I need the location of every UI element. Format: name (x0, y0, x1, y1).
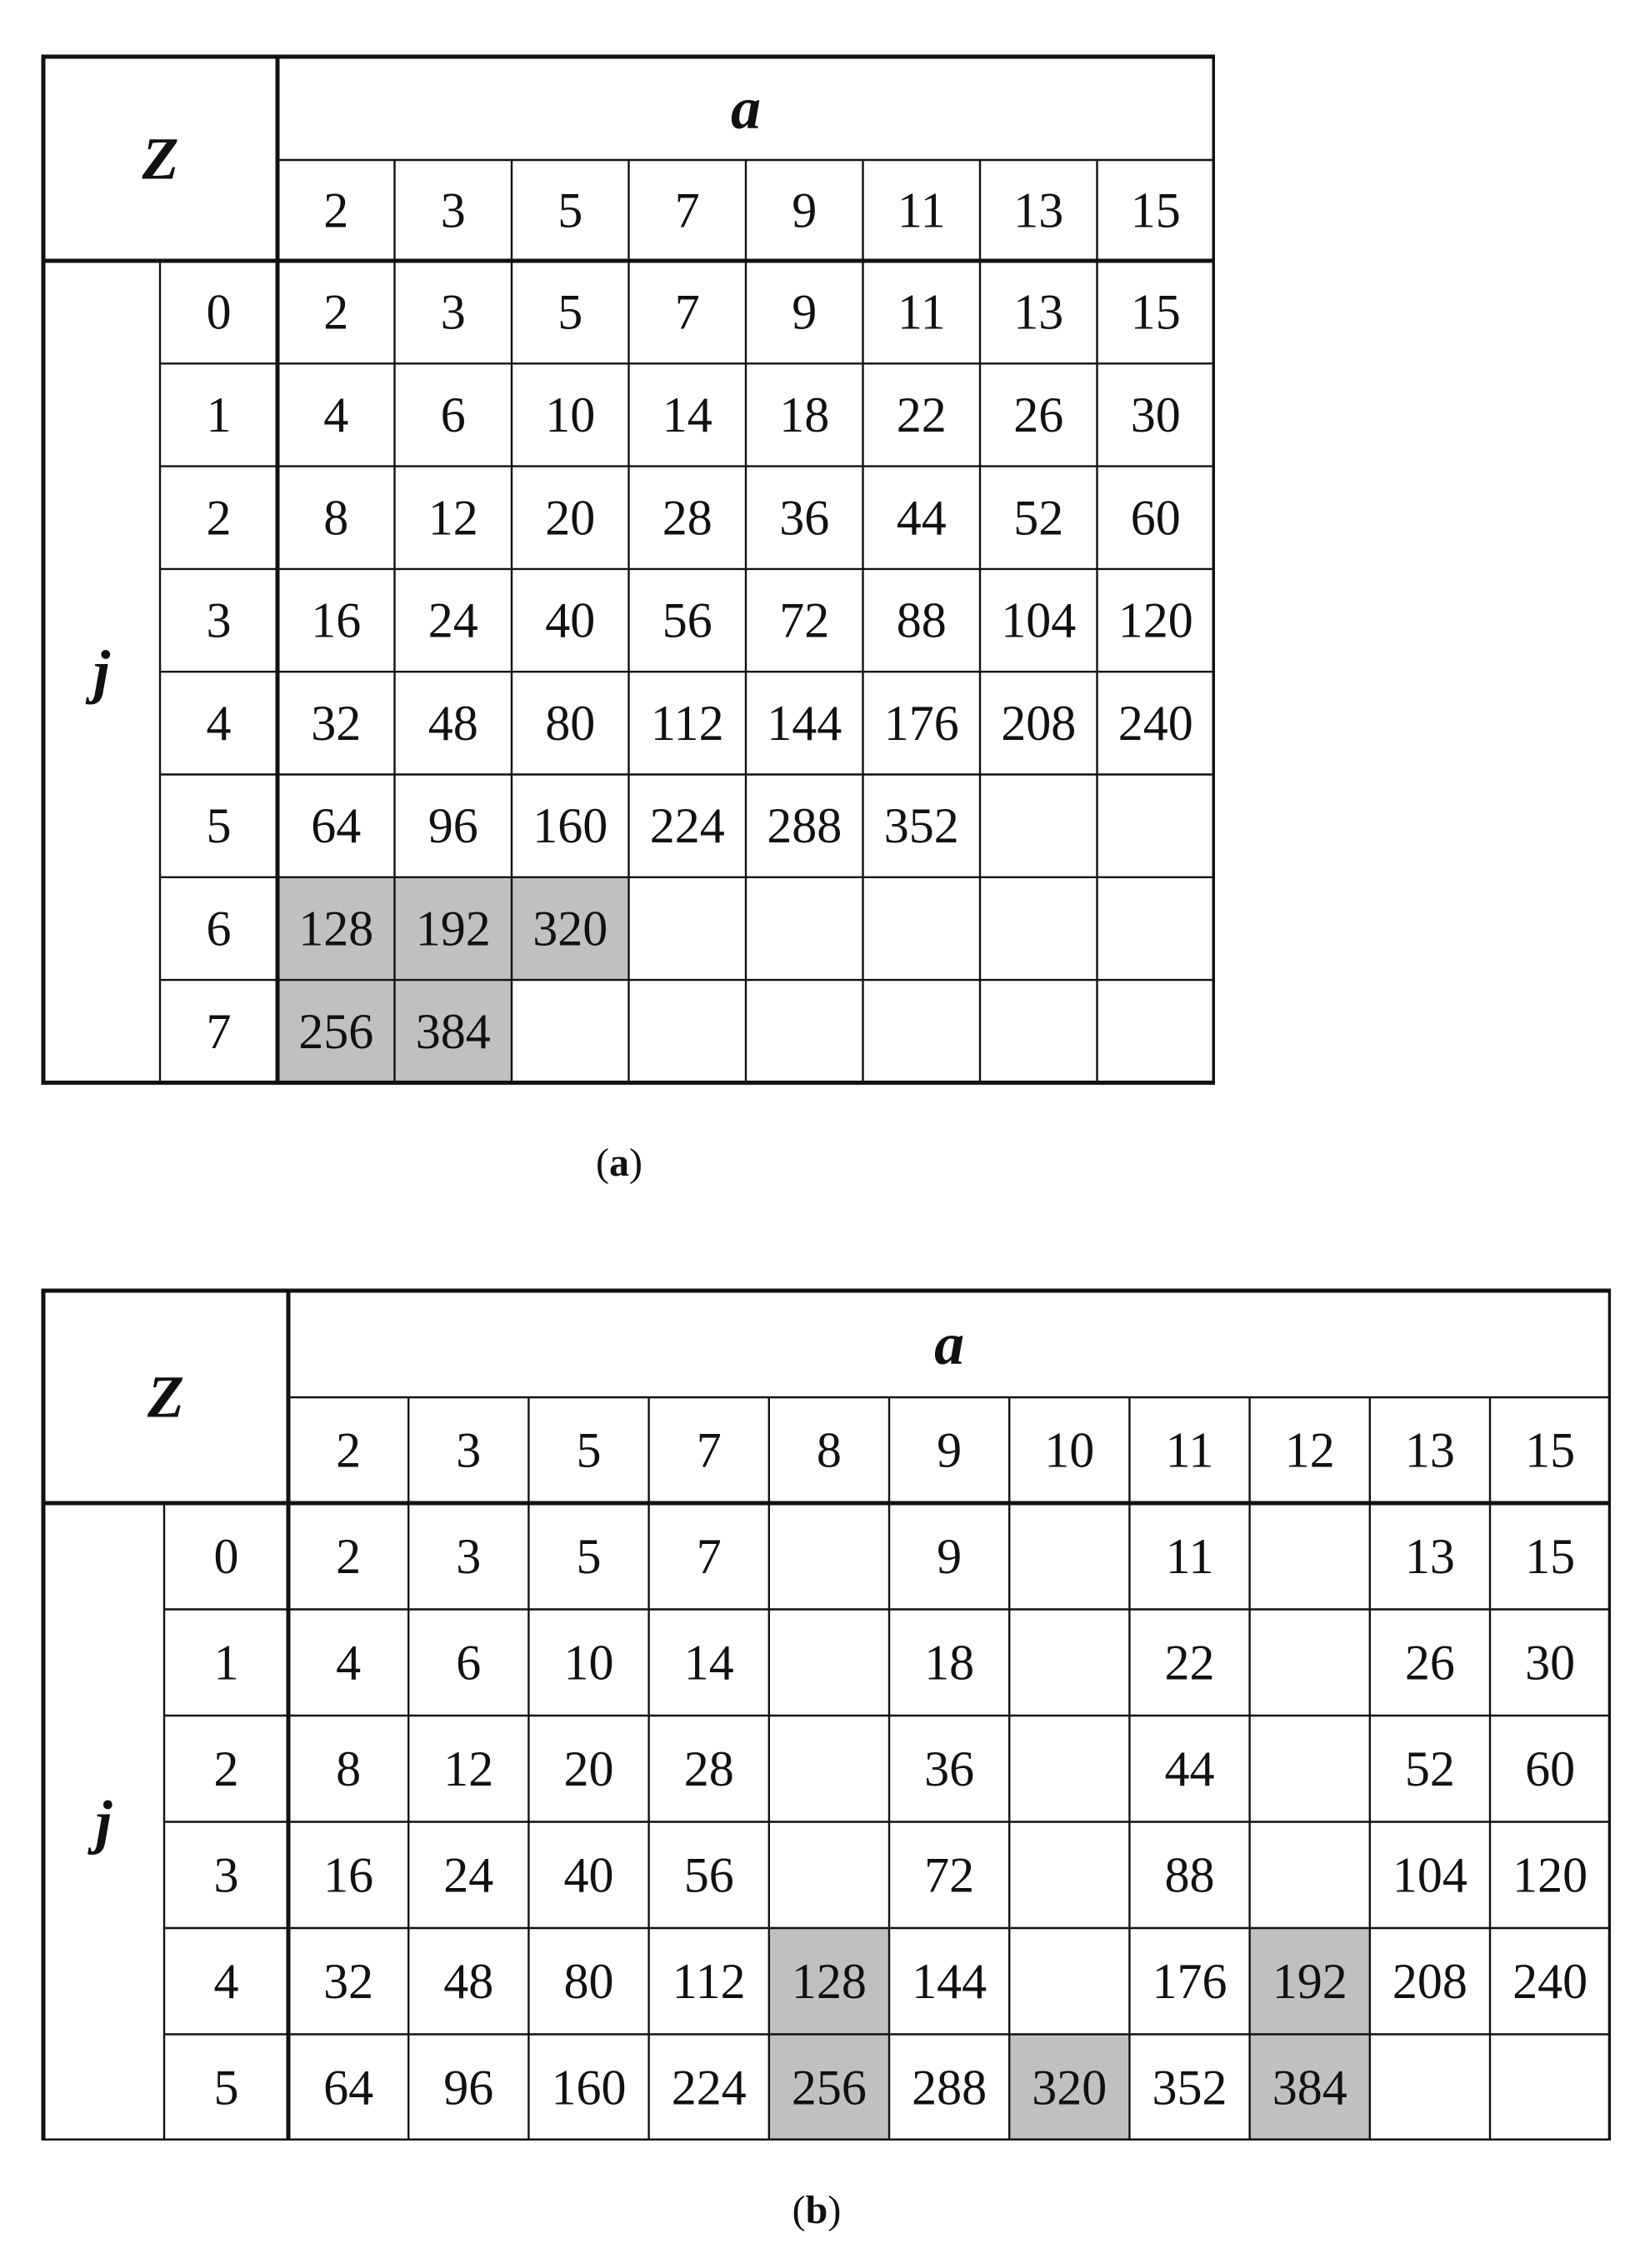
cell-value: 208 (1001, 695, 1077, 751)
column-header-9: 9 (937, 1422, 962, 1478)
cell-value: 44 (896, 490, 947, 546)
cell-value: 4 (323, 387, 349, 442)
column-header-12: 12 (1284, 1422, 1335, 1478)
cell-value: 3 (440, 284, 466, 340)
corner-label-z: Z (148, 1363, 184, 1431)
caption-b-letter: b (805, 2188, 828, 2232)
cell-value: 7 (696, 1528, 722, 1584)
cell-value: 20 (545, 490, 596, 546)
table-b (40, 1287, 1611, 2141)
cell-value: 18 (779, 387, 830, 442)
cell-value: 64 (311, 798, 362, 854)
row-header-4: 4 (213, 1953, 239, 2009)
cell-value: 104 (1001, 592, 1077, 648)
cell-value: 72 (924, 1847, 975, 1903)
column-header-7: 7 (696, 1422, 722, 1478)
caption-b: (b) (792, 2188, 842, 2232)
table-b-grid (40, 1287, 1611, 2141)
cell-value: 32 (323, 1953, 374, 2009)
cell-value: 224 (671, 2060, 747, 2116)
cell-value: 240 (1512, 1953, 1588, 2009)
cell-value: 16 (311, 592, 362, 648)
column-header-3: 3 (456, 1422, 482, 1478)
cell-value: 208 (1392, 1953, 1468, 2009)
column-header-15: 15 (1130, 182, 1181, 238)
cell-value: 30 (1525, 1635, 1576, 1691)
cell-value: 22 (1164, 1635, 1215, 1691)
cell-value: 48 (428, 695, 478, 751)
cell-value: 72 (779, 592, 830, 648)
column-header-5: 5 (576, 1422, 602, 1478)
cell-value: 80 (563, 1953, 614, 2009)
column-header-15: 15 (1525, 1422, 1576, 1478)
cell-value: 128 (791, 1953, 867, 2009)
cell-value: 80 (545, 695, 596, 751)
cell-value: 352 (1152, 2060, 1228, 2116)
cell-value: 128 (298, 901, 374, 957)
cell-value: 40 (545, 592, 596, 648)
row-header-4: 4 (206, 695, 232, 751)
cell-value: 26 (1404, 1635, 1455, 1691)
column-header-10: 10 (1044, 1422, 1095, 1478)
cell-value: 3 (456, 1528, 482, 1584)
cell-value: 10 (545, 387, 596, 442)
cell-value: 56 (683, 1847, 734, 1903)
cell-value: 22 (896, 387, 947, 442)
cell-value: 5 (558, 284, 583, 340)
cell-value: 120 (1118, 592, 1193, 648)
cell-value: 15 (1525, 1528, 1576, 1584)
column-header-9: 9 (792, 182, 818, 238)
cell-value: 2 (336, 1528, 362, 1584)
cell-value: 240 (1118, 695, 1193, 751)
cell-value: 8 (323, 490, 349, 546)
caption-a-letter: a (609, 1141, 629, 1185)
cell-value: 36 (779, 490, 830, 546)
cell-value: 48 (443, 1953, 494, 2009)
cell-value: 9 (937, 1528, 962, 1584)
cell-value: 104 (1392, 1847, 1468, 1903)
table-a-grid (40, 53, 1215, 1087)
cell-value: 10 (563, 1635, 614, 1691)
cell-value: 2 (323, 284, 349, 340)
cell-value: 256 (298, 1003, 374, 1059)
row-header-0: 0 (213, 1528, 239, 1584)
cell-value: 88 (896, 592, 947, 648)
cell-value: 24 (428, 592, 478, 648)
cell-value: 13 (1013, 284, 1064, 340)
cell-value: 12 (443, 1741, 494, 1796)
column-header-8: 8 (816, 1422, 842, 1478)
cell-value: 14 (662, 387, 712, 442)
cell-value: 52 (1013, 490, 1064, 546)
column-header-2: 2 (323, 182, 349, 238)
cell-value: 5 (576, 1528, 602, 1584)
cell-value: 176 (883, 695, 959, 751)
cell-value: 14 (683, 1635, 734, 1691)
cell-value: 15 (1130, 284, 1181, 340)
cell-value: 352 (883, 798, 959, 854)
row-header-7: 7 (206, 1003, 232, 1059)
column-header-2: 2 (336, 1422, 362, 1478)
cell-value: 36 (924, 1741, 975, 1796)
column-header-7: 7 (674, 182, 700, 238)
cell-value: 60 (1525, 1741, 1576, 1796)
cell-value: 224 (649, 798, 725, 854)
column-header-13: 13 (1013, 182, 1064, 238)
cell-value: 16 (323, 1847, 374, 1903)
row-header-1: 1 (206, 387, 232, 442)
cell-value: 384 (1272, 2060, 1348, 2116)
cell-value: 88 (1164, 1847, 1215, 1903)
row-header-3: 3 (213, 1847, 239, 1903)
cell-value: 13 (1404, 1528, 1455, 1584)
cell-value: 56 (662, 592, 712, 648)
cell-value: 4 (336, 1635, 362, 1691)
cell-value: 96 (443, 2060, 494, 2116)
row-header-1: 1 (213, 1635, 239, 1691)
cell-value: 144 (912, 1953, 988, 2009)
cell-value: 24 (443, 1847, 494, 1903)
cell-value: 6 (456, 1635, 482, 1691)
cell-value: 192 (415, 901, 491, 957)
cell-value: 6 (440, 387, 466, 442)
cell-value: 7 (674, 284, 700, 340)
cell-value: 11 (897, 284, 946, 340)
row-header-5: 5 (213, 2060, 239, 2116)
cell-value: 64 (323, 2060, 374, 2116)
row-header-5: 5 (206, 798, 232, 854)
row-header-3: 3 (206, 592, 232, 648)
cell-value: 176 (1152, 1953, 1228, 2009)
cell-value: 52 (1404, 1741, 1455, 1796)
cell-value: 26 (1013, 387, 1064, 442)
cell-value: 144 (767, 695, 842, 751)
cell-value: 288 (912, 2060, 988, 2116)
cell-value: 18 (924, 1635, 975, 1691)
cell-value: 112 (672, 1953, 746, 2009)
cell-value: 320 (532, 901, 608, 957)
column-header-11: 11 (1165, 1422, 1214, 1478)
cell-value: 384 (415, 1003, 491, 1059)
cell-value: 192 (1272, 1953, 1348, 2009)
corner-label-z: Z (142, 125, 179, 192)
row-header-0: 0 (206, 284, 232, 340)
row-header-2: 2 (213, 1741, 239, 1796)
cell-value: 44 (1164, 1741, 1215, 1796)
cell-value: 20 (563, 1741, 614, 1796)
cell-value: 8 (336, 1741, 362, 1796)
row-title-j: j (95, 1788, 112, 1856)
cell-value: 40 (563, 1847, 614, 1903)
cell-value: 288 (767, 798, 842, 854)
column-header-11: 11 (897, 182, 946, 238)
column-title-a: a (731, 75, 761, 142)
cell-value: 28 (683, 1741, 734, 1796)
row-header-6: 6 (206, 901, 232, 957)
cell-value: 96 (428, 798, 478, 854)
column-header-3: 3 (440, 182, 466, 238)
cell-value: 256 (791, 2060, 867, 2116)
cell-value: 60 (1130, 490, 1181, 546)
row-header-2: 2 (206, 490, 232, 546)
cell-value: 12 (428, 490, 478, 546)
column-header-13: 13 (1404, 1422, 1455, 1478)
cell-value: 120 (1512, 1847, 1588, 1903)
cell-value: 9 (792, 284, 818, 340)
cell-value: 112 (650, 695, 724, 751)
cell-value: 11 (1165, 1528, 1214, 1584)
cell-value: 30 (1130, 387, 1181, 442)
column-title-a: a (934, 1311, 965, 1377)
cell-value: 32 (311, 695, 362, 751)
row-title-j: j (92, 638, 111, 706)
column-header-5: 5 (558, 182, 583, 238)
table-a (40, 53, 1215, 1087)
caption-a: (a) (596, 1141, 642, 1185)
cell-value: 28 (662, 490, 712, 546)
cell-value: 320 (1032, 2060, 1108, 2116)
cell-value: 160 (551, 2060, 627, 2116)
cell-value: 160 (532, 798, 608, 854)
